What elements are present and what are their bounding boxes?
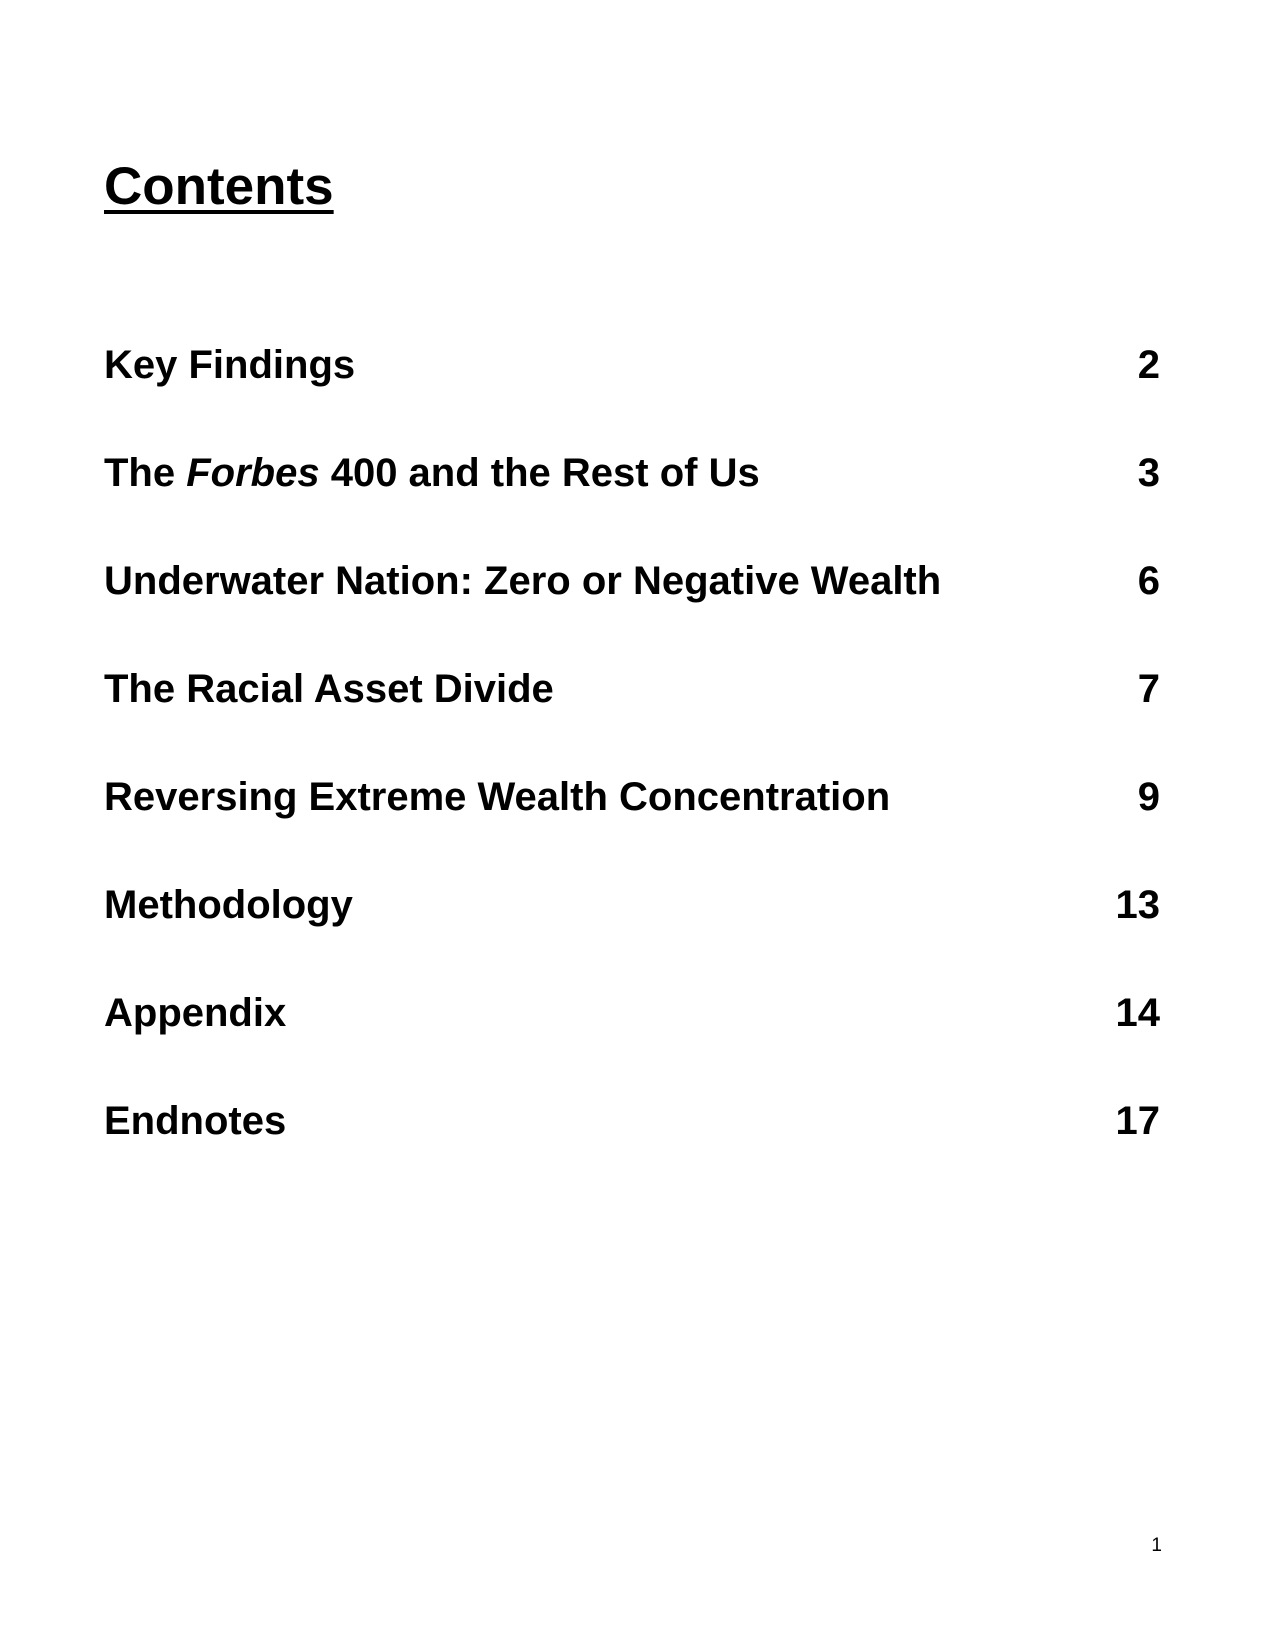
contents-heading: Contents	[104, 157, 334, 216]
toc-entry-page: 3	[1137, 451, 1160, 495]
toc-entry-page: 6	[1137, 559, 1160, 603]
table-of-contents	[104, 342, 1160, 1206]
toc-entry-page: 2	[1137, 343, 1160, 387]
toc-entry-page: 14	[1115, 991, 1160, 1035]
toc-entry-title: Underwater Nation: Zero or Negative Wealth	[104, 559, 942, 603]
toc-entry-page: 9	[1137, 775, 1160, 819]
toc-entry-page: 13	[1115, 883, 1160, 927]
toc-entry-title-before: The	[104, 451, 187, 495]
toc-entry-methodology	[104, 882, 1160, 990]
toc-entry-endnotes	[104, 1098, 1160, 1206]
toc-entry-appendix	[104, 990, 1160, 1098]
toc-entry-title	[104, 450, 760, 496]
page-number: 1	[1151, 1535, 1162, 1556]
toc-entry-forbes-400	[104, 450, 1160, 558]
toc-entry-title: The Racial Asset Divide	[104, 667, 554, 711]
toc-entry-title: Reversing Extreme Wealth Concentration	[104, 775, 891, 819]
toc-entry-title-italic: Forbes	[186, 451, 320, 495]
toc-entry-reversing-concentration	[104, 774, 1160, 882]
toc-entry-key-findings	[104, 342, 1160, 450]
toc-entry-title: Endnotes	[104, 1099, 287, 1143]
toc-entry-title: Key Findings	[104, 343, 356, 387]
toc-entry-underwater-nation	[104, 558, 1160, 666]
toc-entry-racial-asset-divide	[104, 666, 1160, 774]
toc-entry-title: Methodology	[104, 883, 353, 927]
toc-entry-page: 17	[1115, 1099, 1160, 1143]
toc-entry-title: Appendix	[104, 991, 287, 1035]
toc-entry-title-after: 400 and the Rest of Us	[319, 451, 760, 495]
toc-entry-page: 7	[1137, 667, 1160, 711]
